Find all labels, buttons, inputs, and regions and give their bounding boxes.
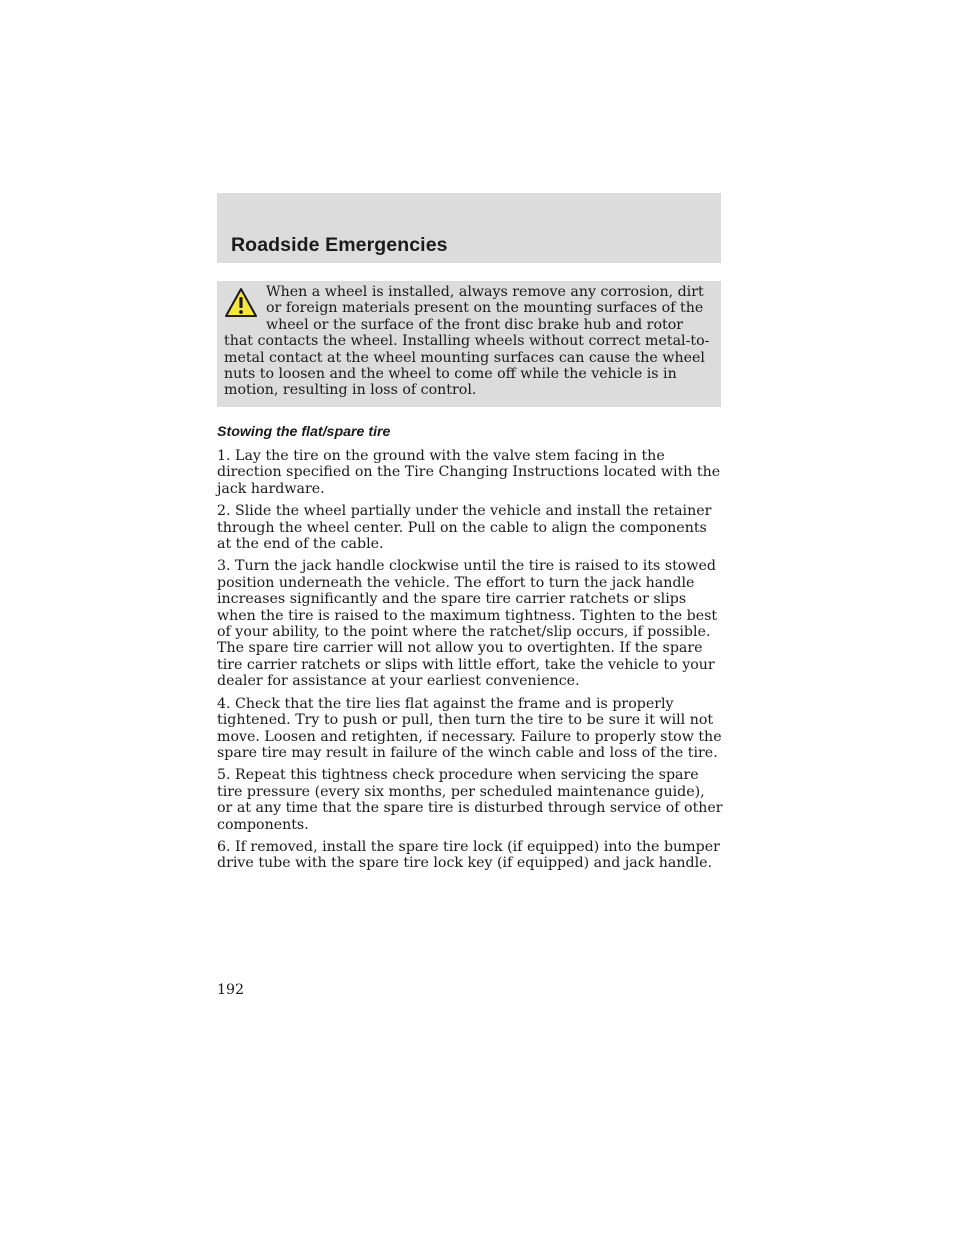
main-content — [217, 422, 723, 878]
step-1: 1. Lay the tire on the ground with the valve stem facing in the direction specified on the Tire Changing Instructions located with the jack hardware. — [217, 448, 721, 497]
step-6: 6. If removed, install the spare tire lock (if equipped) into the bumper drive tube with the spare tire lock key (if equipped) and jack handle. — [217, 838, 720, 872]
page-number: 192 — [217, 982, 245, 998]
warning-text: When a wheel is installed, always remove any corrosion, dirt or foreign materials present on the mounting surfaces of the wheel or the surface of the front disc brake hub and rotor that contacts the wheel. Installing wheels without correct metal-to-metal contact at the wheel mounting surfaces can cause the wheel nuts to loosen and the wheel to come off while the vehicle is in motion, resulting in loss of control. — [224, 284, 710, 399]
section-title: Roadside Emergencies — [231, 234, 448, 256]
warning-triangle-icon — [224, 287, 258, 319]
step-5: 5. Repeat this tightness check procedure when servicing the spare tire pressure (every six months, per scheduled maintenance guide), or at any time that the spare tire is disturbed through service of other components. — [217, 767, 723, 833]
subsection-heading: Stowing the flat/spare tire — [217, 424, 391, 440]
warning-box — [217, 281, 721, 407]
step-2: 2. Slide the wheel partially under the vehicle and install the retainer through the wheel center. Pull on the cable to align the components at the end of the cable. — [217, 503, 712, 553]
step-3: 3. Turn the jack handle clockwise until the tire is raised to its stowed position underneath the vehicle. The effort to turn the jack handle increases significantly and the spare tire carrier ratchets or slips when the tire is raised to the maximum tightness. Tighten to the best of your ability, to the point where the ratchet/slip occurs, if possible. The spare tire carrier will not allow you to overtighten. If the spare tire carrier ratchets or slips with little effort, take the vehicle to your dealer for assistance at your earliest convenience. — [217, 558, 718, 690]
section-header-band — [217, 193, 721, 263]
step-4: 4. Check that the tire lies flat against the frame and is properly tightened. Try to push or pull, then turn the tire to be sure it will not move. Loosen and retighten, if necessary. Failure to properly stow the spare tire may result in failure of the winch cable and loss of the tire. — [217, 695, 722, 761]
